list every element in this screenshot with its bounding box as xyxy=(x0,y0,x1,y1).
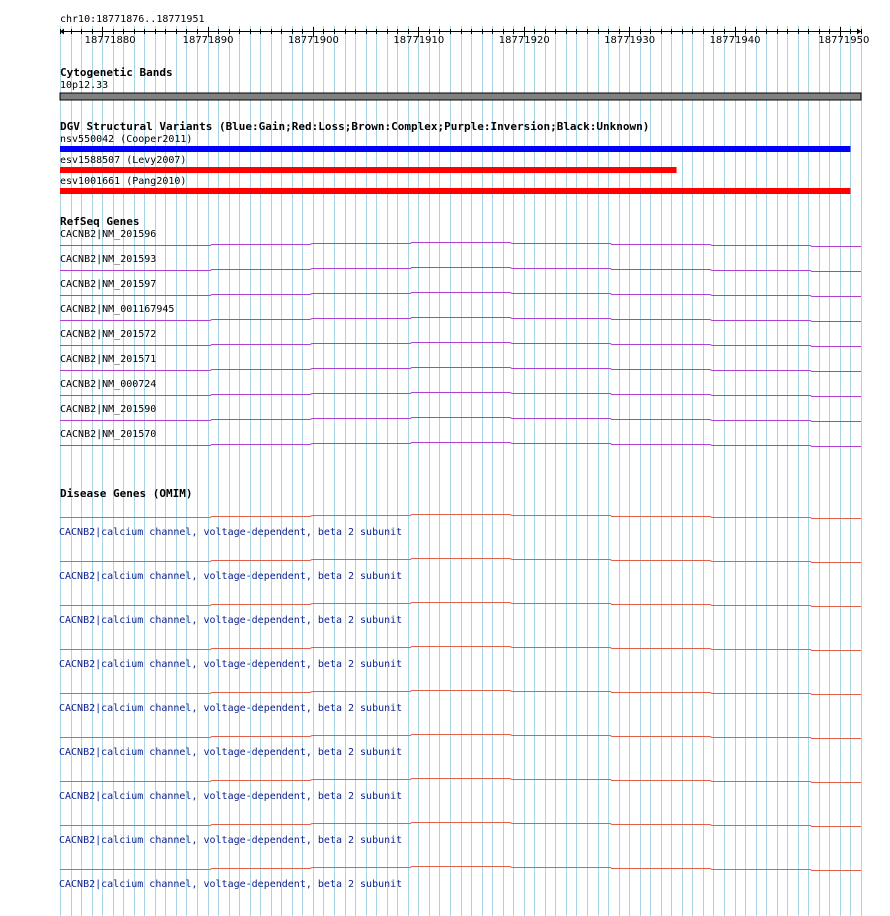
refseq-gene-feature[interactable] xyxy=(60,418,861,422)
refseq-gene-feature[interactable] xyxy=(60,318,861,322)
ruler-tick-label: 18771890 xyxy=(182,35,234,46)
omim-gene-label[interactable]: CACNB2|calcium channel, voltage-dependent, beta 2 subunit xyxy=(59,571,403,582)
ruler-tick-label: 18771900 xyxy=(287,35,339,46)
omim-gene-label[interactable]: CACNB2|calcium channel, voltage-dependent, beta 2 subunit xyxy=(59,659,403,670)
refseq-gene-label[interactable]: CACNB2|NM_201590 xyxy=(60,404,157,415)
dgv-track-title: DGV Structural Variants (Blue:Gain;Red:Loss;Brown:Complex;Purple:Inversion;Black:Unknown) xyxy=(60,120,650,133)
ruler-right-arrow-icon xyxy=(857,29,861,35)
omim-gene-label[interactable]: CACNB2|calcium channel, voltage-dependent, beta 2 subunit xyxy=(59,703,403,714)
dgv-variant-label[interactable]: esv1588507 (Levy2007) xyxy=(60,155,187,166)
refseq-gene-feature[interactable] xyxy=(60,343,861,347)
refseq-gene-label[interactable]: CACNB2|NM_201570 xyxy=(60,429,157,440)
dgv-variant-bar[interactable] xyxy=(60,167,677,173)
omim-gene-feature[interactable] xyxy=(60,735,861,739)
ruler-tick-label: 18771950 xyxy=(818,35,870,46)
ruler-tick-label: 18771880 xyxy=(84,35,136,46)
ruler-tick-label: 18771940 xyxy=(709,35,761,46)
omim-gene-feature[interactable] xyxy=(60,647,861,651)
omim-gene-label[interactable]: CACNB2|calcium channel, voltage-dependent, beta 2 subunit xyxy=(59,615,403,626)
dgv-variant-bar[interactable] xyxy=(60,146,850,152)
omim-gene-label[interactable]: CACNB2|calcium channel, voltage-dependent, beta 2 subunit xyxy=(59,527,403,538)
refseq-gene-feature[interactable] xyxy=(60,293,861,297)
ruler-tick-label: 18771910 xyxy=(393,35,445,46)
refseq-gene-label[interactable]: CACNB2|NM_201572 xyxy=(60,329,157,340)
refseq-gene-feature[interactable] xyxy=(60,268,861,272)
cytoband-label[interactable]: 10p12.33 xyxy=(60,80,109,91)
cytoband-bar[interactable] xyxy=(60,93,861,100)
ruler-tick-label: 18771930 xyxy=(604,35,656,46)
omim-gene-label[interactable]: CACNB2|calcium channel, voltage-dependent, beta 2 subunit xyxy=(59,835,403,846)
refseq-gene-label[interactable]: CACNB2|NM_201593 xyxy=(60,254,157,265)
refseq-gene-label[interactable]: CACNB2|NM_201571 xyxy=(60,354,157,365)
dgv-variant-label[interactable]: esv1001661 (Pang2010) xyxy=(60,176,187,187)
refseq-gene-feature[interactable] xyxy=(60,443,861,447)
omim-gene-label[interactable]: CACNB2|calcium channel, voltage-dependent, beta 2 subunit xyxy=(59,879,403,890)
ruler-tick-label: 18771920 xyxy=(498,35,550,46)
dgv-variant-label[interactable]: nsv550042 (Cooper2011) xyxy=(60,134,193,145)
dgv-variant-bar[interactable] xyxy=(60,188,850,194)
omim-gene-feature[interactable] xyxy=(60,779,861,783)
omim-gene-feature[interactable] xyxy=(60,691,861,695)
omim-gene-feature[interactable] xyxy=(60,559,861,563)
refseq-gene-label[interactable]: CACNB2|NM_201597 xyxy=(60,279,157,290)
refseq-gene-feature[interactable] xyxy=(60,393,861,397)
refseq-gene-label[interactable]: CACNB2|NM_201596 xyxy=(60,229,157,240)
refseq-track-title: RefSeq Genes xyxy=(60,215,140,228)
refseq-gene-feature[interactable] xyxy=(60,243,861,247)
omim-gene-feature[interactable] xyxy=(60,515,861,519)
omim-gene-label[interactable]: CACNB2|calcium channel, voltage-dependent, beta 2 subunit xyxy=(59,747,403,758)
omim-gene-feature[interactable] xyxy=(60,823,861,827)
region-label: chr10:18771876..18771951 xyxy=(60,14,205,25)
omim-gene-label[interactable]: CACNB2|calcium channel, voltage-dependent, beta 2 subunit xyxy=(59,791,403,802)
omim-track-title: Disease Genes (OMIM) xyxy=(60,487,193,500)
omim-gene-feature[interactable] xyxy=(60,603,861,607)
refseq-gene-feature[interactable] xyxy=(60,368,861,372)
refseq-gene-label[interactable]: CACNB2|NM_000724 xyxy=(60,379,157,390)
omim-gene-feature[interactable] xyxy=(60,867,861,871)
cytoband-track-title: Cytogenetic Bands xyxy=(60,66,173,79)
refseq-gene-label[interactable]: CACNB2|NM_001167945 xyxy=(60,304,175,315)
